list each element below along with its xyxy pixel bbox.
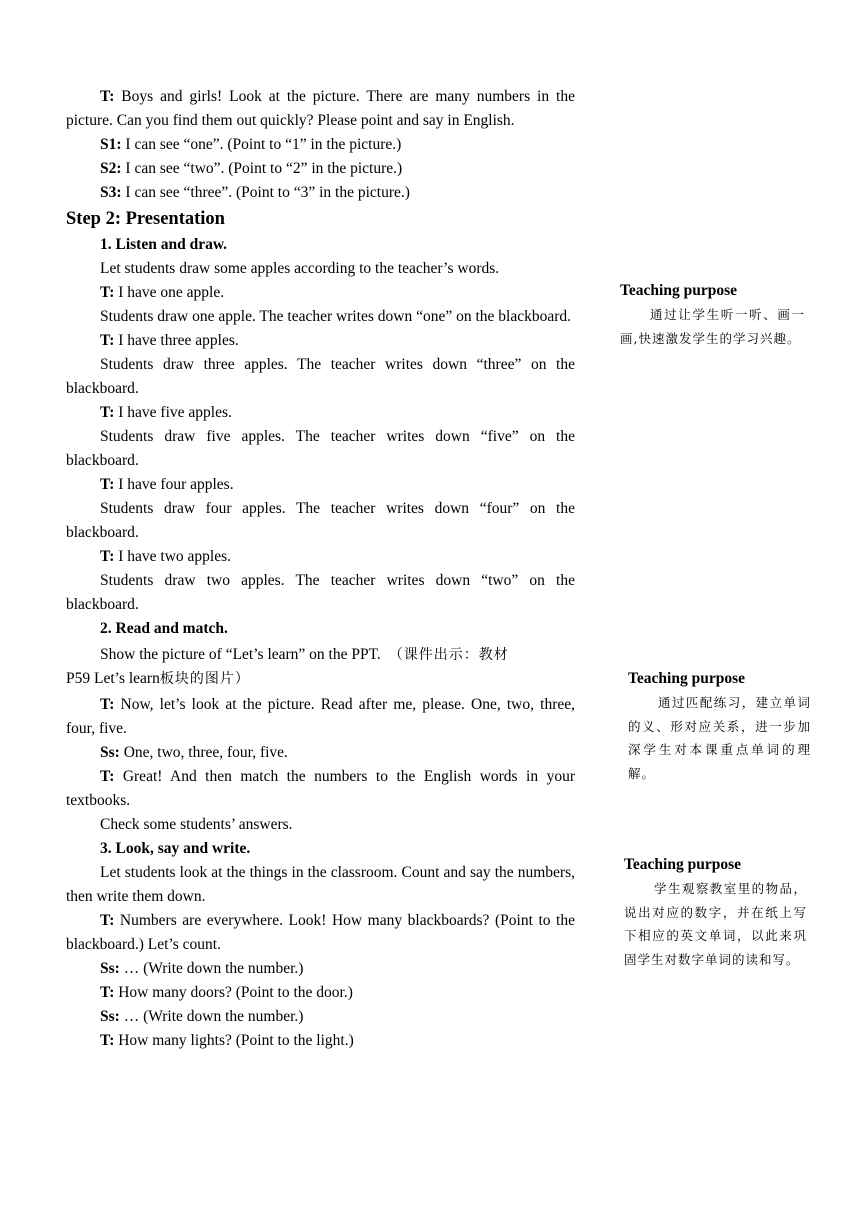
speaker-label: S2:	[100, 160, 122, 177]
dialogue-line	[66, 157, 575, 181]
speaker-label: T:	[100, 88, 115, 105]
narration-line: Students draw four apples. The teacher writes down “four” on the blackboard.	[66, 500, 575, 541]
speaker-label: S3:	[100, 184, 122, 201]
section-heading: 2. Read and match.	[100, 620, 228, 637]
note-title: Teaching purpose	[624, 856, 741, 873]
note-title: Teaching purpose	[628, 670, 745, 687]
narration-line: Students draw one apple. The teacher writes down “one” on the blackboard.	[100, 308, 572, 325]
note-text: 学生观察教室里的物品，说出对应的数字，并在纸上写下相应的英文单词，以此来巩固学生对数字单词的读和写。	[624, 881, 807, 967]
dialogue-line: T: I have two apples.	[100, 548, 232, 565]
dialogue-line: T: How many lights? (Point to the light.)	[100, 1032, 354, 1049]
lesson-body	[66, 85, 575, 1053]
dialogue-line: T: I have four apples.	[100, 476, 234, 493]
speaker-label: S1:	[100, 136, 122, 153]
dialogue-text: I can see “one”. (Point to “1” in the picture.)	[121, 136, 402, 153]
dialogue-line: T: I have five apples.	[100, 404, 232, 421]
dialogue-line: Ss: … (Write down the number.)	[100, 960, 304, 977]
narration-line: Check some students’ answers.	[100, 816, 293, 833]
dialogue-line	[66, 133, 575, 157]
dialogue-line: Ss: One, two, three, four, five.	[100, 744, 288, 761]
section-intro: Let students draw some apples according to the teacher’s words.	[100, 260, 500, 277]
dialogue-line: T: How many doors? (Point to the door.)	[100, 984, 353, 1001]
section-intro: Show the picture of “Let’s learn” on the PPT. （课件出示：教材 P59 Let’s learn板块的图片）	[66, 646, 509, 687]
dialogue-line: T: Numbers are everywhere. Look! How many blackboards? (Point to the blackboard.) Let’s count.	[66, 912, 575, 953]
dialogue-line: Ss: … (Write down the number.)	[100, 1008, 304, 1025]
narration-line: Let students look at the things in the classroom. Count and say the numbers, then write them down.	[66, 864, 575, 905]
section-heading: 1. Listen and draw.	[100, 236, 228, 253]
step-heading: Step 2: Presentation	[66, 209, 225, 229]
teaching-purpose-note	[628, 667, 811, 785]
narration-line: Students draw three apples. The teacher writes down “three” on the blackboard.	[66, 356, 575, 397]
dialogue-line	[66, 85, 575, 133]
dialogue-text: I can see “two”. (Point to “2” in the picture.)	[121, 160, 403, 177]
dialogue-line: T: I have one apple.	[100, 284, 225, 301]
dialogue-text: I can see “three”. (Point to “3” in the picture.)	[121, 184, 410, 201]
section-heading: 3. Look, say and write.	[100, 840, 251, 857]
dialogue-line	[66, 181, 575, 205]
note-text: 通过匹配练习，建立单词的义、形对应关系，进一步加深学生对本课重点单词的理解。	[628, 695, 811, 781]
narration-line: Students draw five apples. The teacher writes down “five” on the blackboard.	[66, 428, 575, 469]
note-title: Teaching purpose	[620, 282, 737, 299]
dialogue-line: T: I have three apples.	[100, 332, 239, 349]
note-text: 通过让学生听一听、画一画,快速激发学生的学习兴趣。	[620, 307, 805, 346]
dialogue-line: T: Now, let’s look at the picture. Read after me, please. One, two, three, four, five.	[66, 696, 575, 737]
dialogue-text: Boys and girls! Look at the picture. There are many numbers in the picture. Can you find them out quickly? Please point and say in English.	[66, 88, 575, 129]
teaching-purpose-note	[620, 279, 805, 350]
narration-line: Students draw two apples. The teacher writes down “two” on the blackboard.	[66, 572, 575, 613]
dialogue-line: T: Great! And then match the numbers to the English words in your textbooks.	[66, 768, 575, 809]
teaching-purpose-note	[624, 853, 807, 971]
